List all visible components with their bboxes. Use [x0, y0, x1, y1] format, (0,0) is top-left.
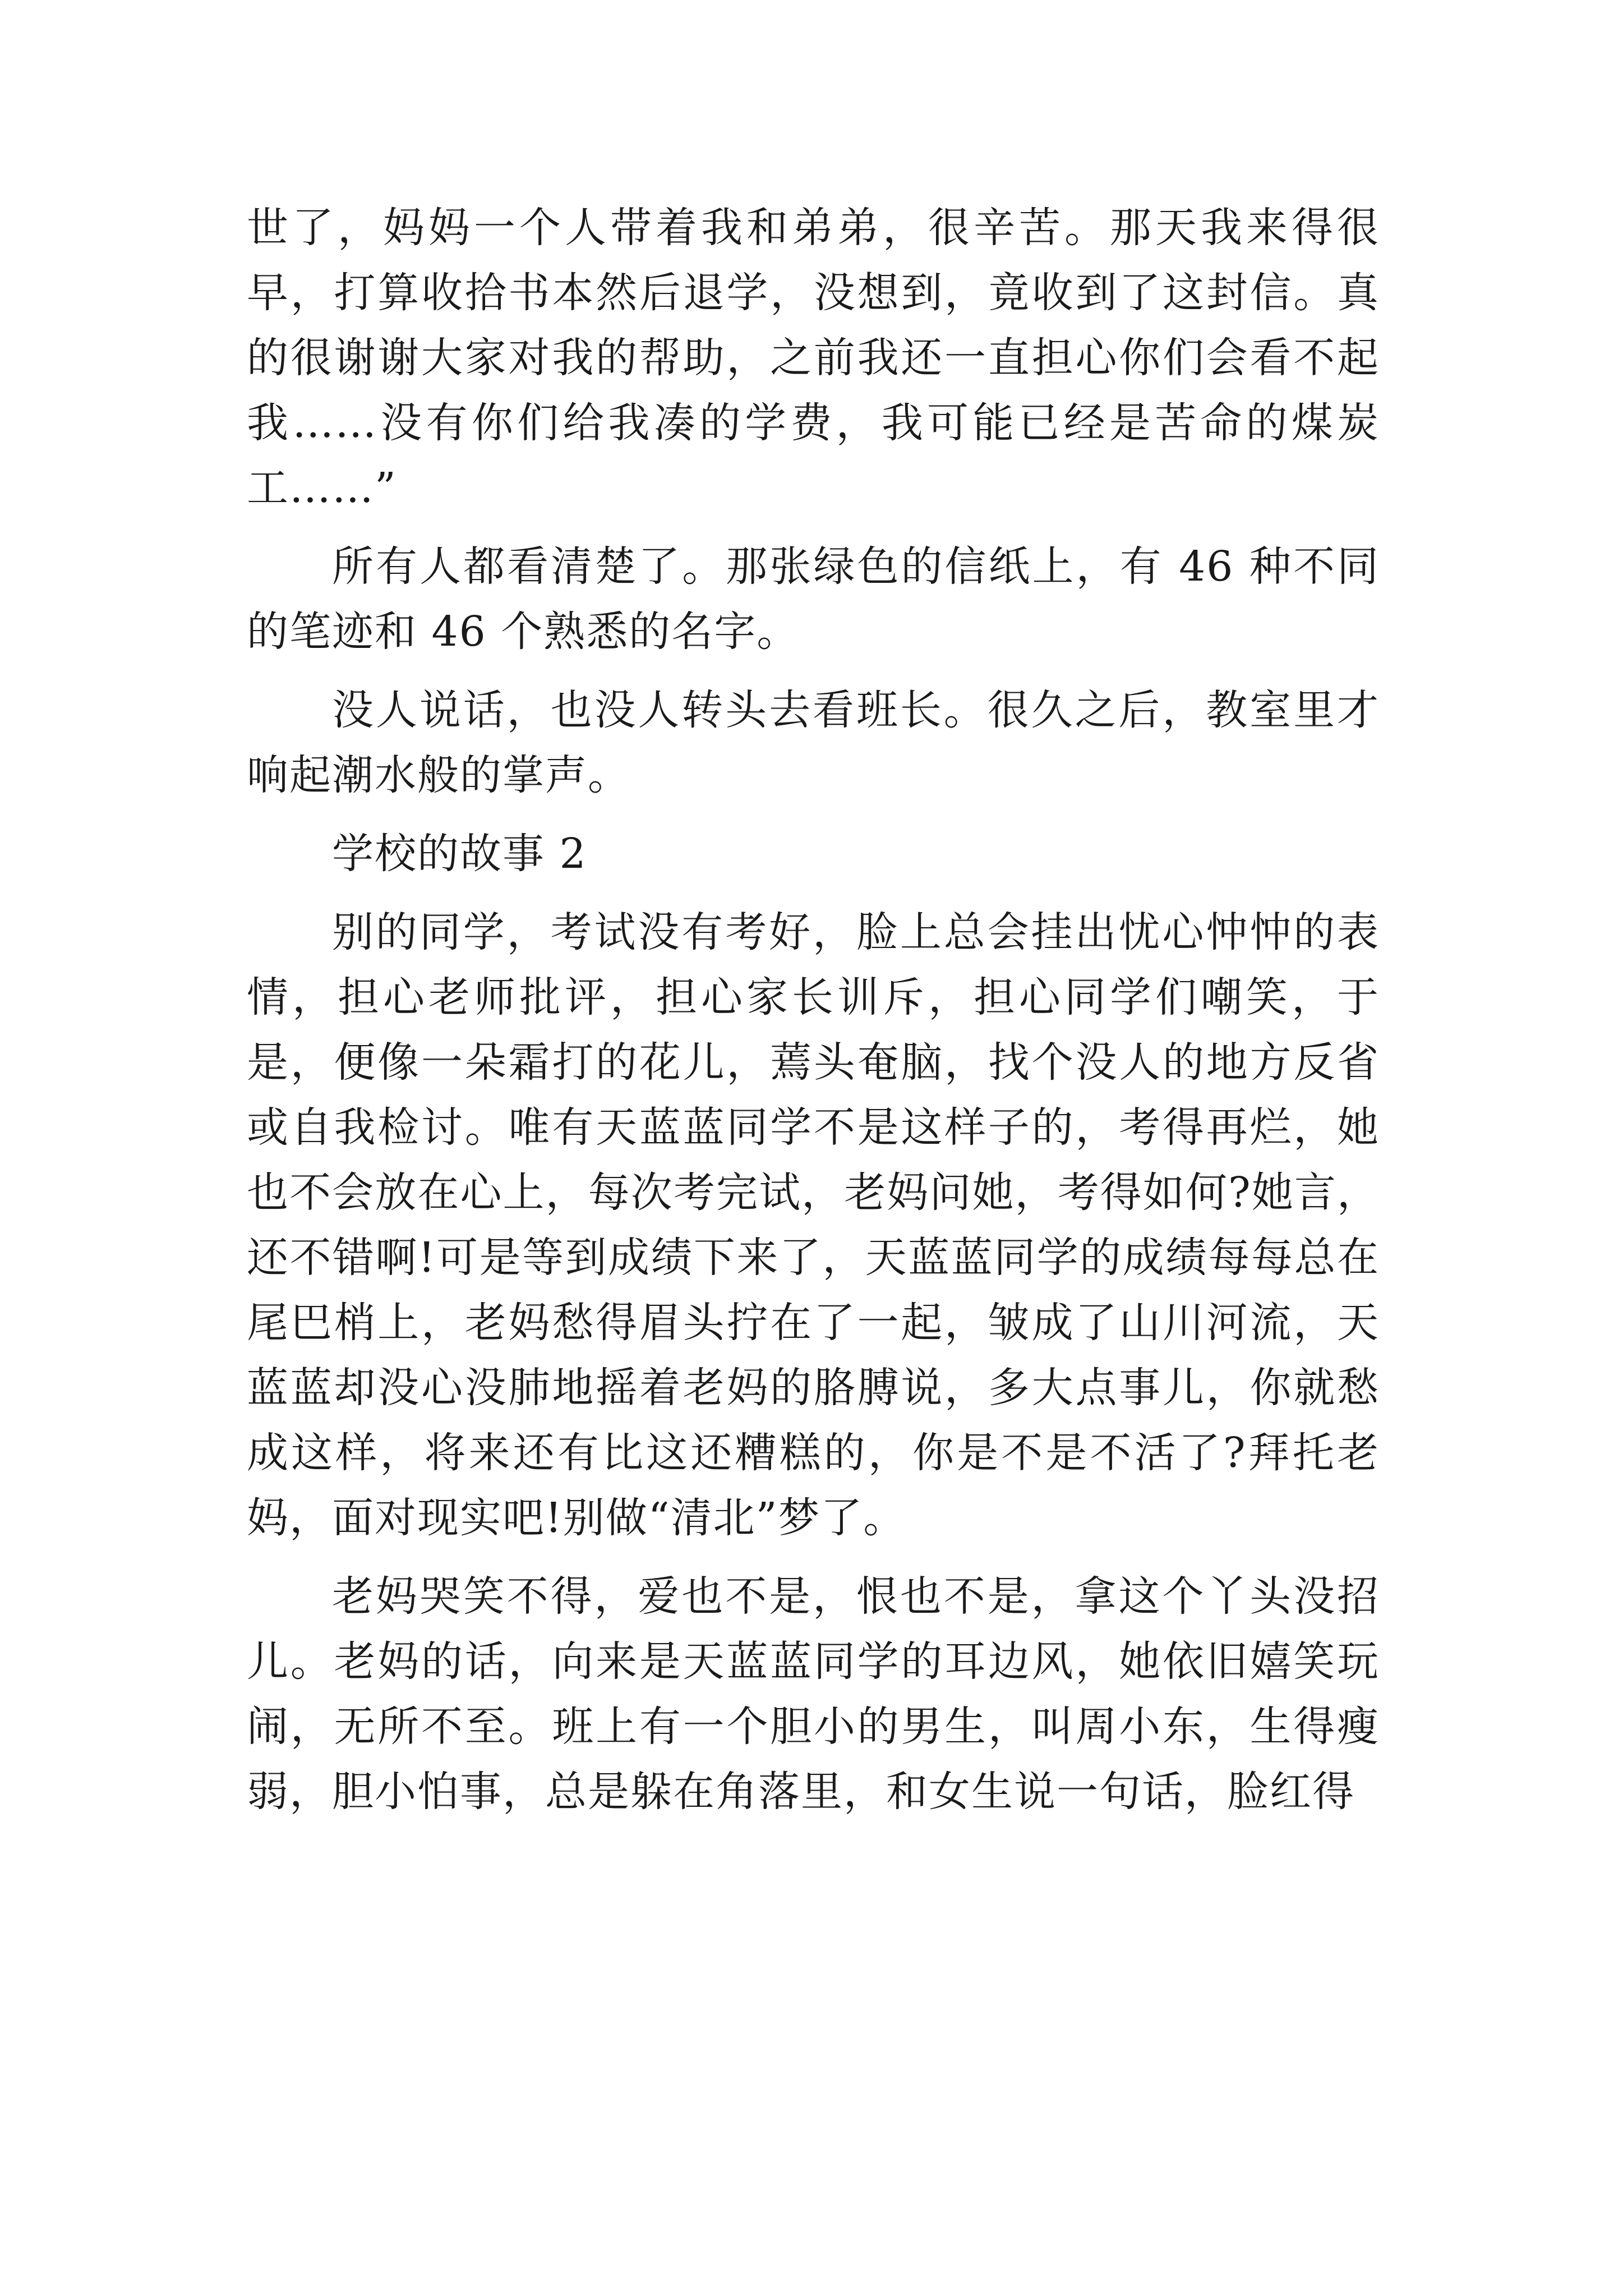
paragraph-tian-lanlan: 别的同学，考试没有考好，脸上总会挂出忧心忡忡的表情，担心老师批评，担心家长训斥，担心同学们嘲笑，于是，便像一朵霜打的花儿，蔫头奄脑，找个没人的地方反省或自我检讨。唯有天蓝蓝同学不是这样子的，考得再烂，她也不会放在心上，每次考完试，老妈问她，考得如何?她言，还不错啊!可是等到成绩下来了，天蓝蓝同学的成绩每每总在尾巴梢上，老妈愁得眉头拧在了一起，皱成了山川河流，天蓝蓝却没心没肺地摇着老妈的胳膊说，多大点事儿，你就愁成这样，将来还有比这还糟糕的，你是不是不活了?拜托老妈，面对现实吧!别做“清北”梦了。 [247, 908, 1380, 1542]
paragraph-mother-reaction: 老妈哭笑不得，爱也不是，恨也不是，拿这个丫头没招儿。老妈的话，向来是天蓝蓝同学的耳边风，她依旧嬉笑玩闹，无所不至。班上有一个胆小的男生，叫周小东，生得瘦弱，胆小怕事，总是躲在角落里，和女生说一句话，脸红得 [247, 1572, 1380, 1816]
paragraph-applause: 没人说话，也没人转头去看班长。很久之后，教室里才响起潮水般的掌声。 [247, 686, 1380, 799]
paragraph-letter-names: 所有人都看清楚了。那张绿色的信纸上，有 46 种不同的笔迹和 46 个熟悉的名字。 [247, 542, 1380, 656]
document-body [247, 195, 1380, 1824]
section-heading: 学校的故事 2 [332, 830, 587, 878]
paragraph-continuation: 世了，妈妈一个人带着我和弟弟，很辛苦。那天我来得很早，打算收拾书本然后退学，没想到，竟收到了这封信。真的很谢谢大家对我的帮助，之前我还一直担心你们会看不起我……没有你们给我凑的学费，我可能已经是苦命的煤炭工……” [247, 204, 1380, 512]
